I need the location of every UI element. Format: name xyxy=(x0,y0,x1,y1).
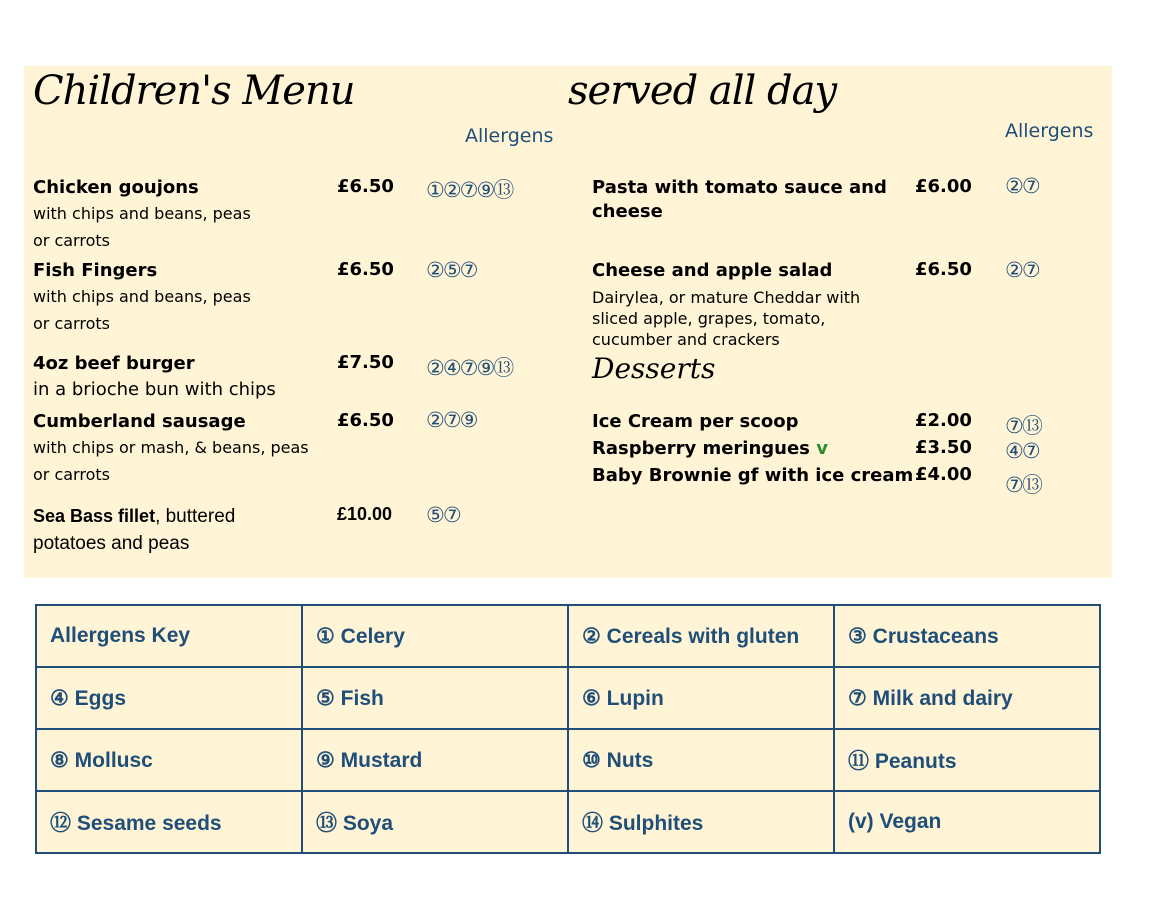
dessert-raspberry-meringues xyxy=(592,437,828,461)
desserts-heading: Desserts xyxy=(592,352,716,385)
item-description: with chips or mash, & beans, peas or carrots xyxy=(33,438,309,484)
item-description: potatoes and peas xyxy=(33,533,190,554)
dessert-allergens: ⑦⑬ xyxy=(1005,414,1041,438)
item-name: Sea Bass fillet xyxy=(33,506,156,526)
dessert-price: £4.00 xyxy=(915,464,972,485)
item-price: £6.50 xyxy=(915,259,972,280)
item-name: Pasta with tomato sauce and cheese xyxy=(592,177,887,222)
dessert-price: £2.00 xyxy=(915,410,972,431)
menu-panel xyxy=(24,66,1112,578)
key-cell: ⑬ Soya xyxy=(302,791,568,853)
key-cell: ② Cereals with gluten xyxy=(568,605,834,667)
key-cell: ③ Crustaceans xyxy=(834,605,1100,667)
vegan-mark: v xyxy=(816,438,828,459)
menu-item-pasta xyxy=(592,176,887,224)
item-price: £10.00 xyxy=(337,504,393,524)
key-cell: ⑨ Mustard xyxy=(302,729,568,791)
key-cell: Allergens Key xyxy=(36,605,302,667)
key-cell: (v) Vegan xyxy=(834,791,1100,853)
key-cell: ⑦ Milk and dairy xyxy=(834,667,1100,729)
item-description: with chips and beans, peas or carrots xyxy=(33,287,251,333)
dessert-name: Raspberry meringues xyxy=(592,438,810,459)
item-allergens: ⑤⑦ xyxy=(426,503,460,527)
item-price: £6.50 xyxy=(337,259,394,280)
menu-subtitle: served all day xyxy=(568,68,837,114)
dessert-allergens: ⑦⑬ xyxy=(1005,473,1041,497)
item-price: £6.50 xyxy=(337,410,394,431)
key-cell: ⑩ Nuts xyxy=(568,729,834,791)
item-name: Chicken goujons xyxy=(33,177,199,198)
item-allergens: ②⑦ xyxy=(1005,174,1039,198)
item-description: in a brioche bun with chips xyxy=(33,379,276,400)
key-row xyxy=(36,791,1100,853)
key-cell: ⑪ Peanuts xyxy=(834,729,1100,791)
allergens-key-table xyxy=(35,604,1101,854)
item-allergens: ①②⑦⑨⑬ xyxy=(426,178,513,202)
key-cell: ⑧ Mollusc xyxy=(36,729,302,791)
key-cell: ④ Eggs xyxy=(36,667,302,729)
dessert-allergens: ④⑦ xyxy=(1005,439,1039,463)
item-price: £6.00 xyxy=(915,176,972,197)
menu-item-cumberland-sausage xyxy=(33,410,309,488)
item-price: £6.50 xyxy=(337,176,394,197)
menu-item-fish-fingers xyxy=(33,259,251,337)
key-cell: ⑤ Fish xyxy=(302,667,568,729)
item-allergens: ②④⑦⑨⑬ xyxy=(426,356,513,380)
allergens-heading-right: Allergens xyxy=(1005,120,1094,142)
dessert-baby-brownie: Baby Brownie gf with ice cream xyxy=(592,465,914,486)
dessert-price: £3.50 xyxy=(915,437,972,458)
allergens-heading-left: Allergens xyxy=(465,125,554,147)
key-cell: ⑫ Sesame seeds xyxy=(36,791,302,853)
menu-item-sea-bass xyxy=(33,503,235,557)
item-name: Fish Fingers xyxy=(33,260,158,281)
item-allergens: ②⑦ xyxy=(1005,258,1039,282)
menu-item-chicken-goujons xyxy=(33,176,251,254)
item-name: 4oz beef burger xyxy=(33,353,195,374)
menu-title: Children's Menu xyxy=(33,68,355,114)
key-cell: ⑥ Lupin xyxy=(568,667,834,729)
item-allergens: ②⑦⑨ xyxy=(426,408,477,432)
item-name: Cumberland sausage xyxy=(33,411,246,432)
menu-item-cheese-apple-salad xyxy=(592,259,860,350)
item-allergens: ②⑤⑦ xyxy=(426,258,477,282)
menu-item-beef-burger xyxy=(33,352,276,403)
item-description: Dairylea, or mature Cheddar with sliced apple, grapes, tomato, cucumber and crackers xyxy=(592,288,861,349)
item-name: Cheese and apple salad xyxy=(592,260,833,281)
key-cell: ⑭ Sulphites xyxy=(568,791,834,853)
key-cell: ① Celery xyxy=(302,605,568,667)
item-price: £7.50 xyxy=(337,352,394,373)
key-row xyxy=(36,667,1100,729)
dessert-ice-cream: Ice Cream per scoop xyxy=(592,411,799,432)
item-description: with chips and beans, peas or carrots xyxy=(33,204,251,250)
item-name-suffix: , buttered xyxy=(155,506,236,527)
key-row xyxy=(36,729,1100,791)
key-row xyxy=(36,605,1100,667)
